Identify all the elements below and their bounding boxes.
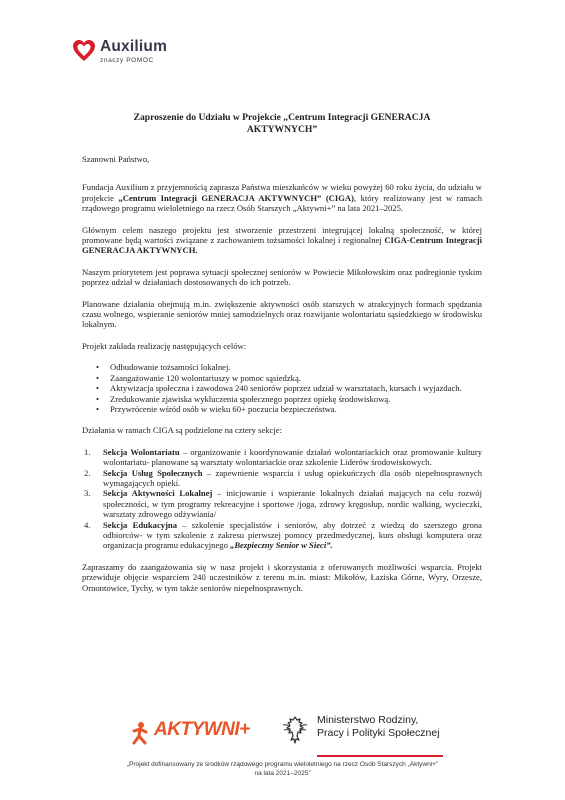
heart-icon [72,39,96,63]
ministry-name-line1: Ministerstwo Rodziny, [317,714,419,726]
ministry-accent-line [317,755,443,757]
person-icon [128,721,152,745]
eagle-emblem-icon [280,715,310,747]
footer-logos [0,713,565,763]
auxilium-logo [72,38,182,72]
logo-tagline: znaczy POMOC [100,57,154,64]
logo-name: Auxilium [100,38,168,55]
section-name: Sekcja Edukacyjna [103,519,178,530]
funding-note-line1: „Projekt dofinansowany ze środków rządowego programu wieloletniego na rzecz Osób Starszych „Aktywni+” [126,761,439,768]
goals-list [82,362,482,414]
paragraph-invitation: Zapraszamy do zaangażowania się w nasz projekt i skorzystania z oferowanych możliwości wsparcia. Projekt przewiduje objęcie wsparciem 240 uczestników z terenu m.in. miast: Mikołów, Łaziska Górne, Wyry, Orzesze, Ornontowice, Tychy, w tym także seniorów niepełnosprawnych. [82,561,482,593]
sections-list [82,447,482,551]
funding-note [60,760,505,778]
list-item: • Aktywizacja społeczna i zawodowa 240 seniorów poprzez udział w warsztatach, kursach i wyjazdach. [96,383,482,393]
section-number: 2. [84,467,91,478]
paragraph-intro-text-a: Fundacja Auxilium z przyjemnością zaprasza Państwa mieszkańców w wieku powyżej 60 roku życia, do udziału w projekcie [82,182,482,203]
paragraph-activities: Planowane działania obejmują m.in. zwiększenie aktywności osób starszych w atrakcyjnych formach spędzania czasu wolnego, wspieranie seniorów mniej samodzielnych oraz rozwijanie wolontariatu sąsiedzkiego w środowisku lokalnym. [82,298,482,330]
section-item [84,468,482,489]
program-name: „Bezpieczny Senior w Sieci”. [230,540,333,551]
section-text: – szkolenie specjalistów i seniorów, aby dotrzeć z wiedzą do szerszego grona odbiorców- w tym szkolenie z zakresu pierwszej pomocy przedmedycznej, kurs obsługi komputera oraz organizacja programu edukacyjnego [103,519,482,551]
project-name: „Centrum Integracji GENERACJA AKTYWNYCH” (CIGA) [118,192,354,203]
section-name: Sekcja Wolontariatu [103,446,180,457]
paragraph-intro-text-c: , który realizowany jest w ramach rządowego programu wieloletniego na rzecz Osób Starszych „Aktywni+” na lata 2021–2025. [82,192,482,214]
section-item [84,488,482,519]
section-text: – zapewnienie wsparcia i usług opiekuńczych dla osób niepełnosprawnych wymagających opieki. [103,467,482,488]
section-name: Sekcja Usług Społecznych [103,467,203,478]
ministry-name [317,714,440,740]
paragraph-goals-intro: Projekt zakłada realizację następujących celów: [82,340,247,351]
section-item [84,447,482,468]
paragraph-goal [82,225,482,256]
ministry-logo [280,713,460,757]
list-item: • Odbudowanie tożsamości lokalnej. [96,362,482,372]
list-item: • Zaangażowanie 120 wolontariuszy w pomoc sąsiedzką. [96,373,482,383]
section-text: – inicjowanie i wspieranie lokalnych działań mających na celu rozwój społeczności, w tym programy rekreacyjne i sportowe /joga, zdrowy kręgosłup, nordic walking, wycieczki, warsztaty zdrowego odżywiania/ [103,488,482,520]
letter-body [82,112,482,593]
section-name: Sekcja Aktywności Lokalnej [103,488,213,499]
ministry-name-line2: Pracy i Polityki Społecznej [317,727,440,739]
salutation: Szanowni Państwo, [82,154,150,164]
list-item: • Przywrócenie wśród osób w wieku 60+ poczucia bezpieczeństwa. [96,404,482,414]
document-title: Zaproszenie do Udziału w Projekcie „Centrum Integracji GENERACJA AKTYWNYCH” [133,112,431,135]
section-text: – organizowanie i koordynowanie działań wolontariackich oraz promowanie kultury wolontariatu- planowane są warsztaty wolontariackie oraz szkolenie Liderów środowiskowych. [103,446,482,468]
paragraph-intro [82,182,482,213]
paragraph-sections-intro: Działania w ramach CIGA są podzielone na cztery sekcje: [82,425,282,436]
paragraph-goal-bold: CIGA-Centrum Integracji GENERACJA AKTYWNYCH. [82,235,482,256]
paragraph-priority: Naszym priorytetem jest poprawa sytuacji społecznej seniorów w Powiecie Mikołowskim oraz podregionie tyskim poprzez udział w działaniach dostosowanych do ich potrzeb. [82,266,482,288]
section-number: 4. [84,519,91,530]
section-item [84,520,482,551]
aktywni-logo [128,719,268,749]
aktywni-wordmark: AKTYWNI+ [154,719,250,740]
section-number: 1. [84,446,91,457]
section-number: 3. [84,488,91,499]
list-item: • Zredukowanie zjawiska wykluczenia społecznego poprzez opiekę środowiskową. [96,394,482,404]
funding-note-line2: na lata 2021–2025” [254,770,311,777]
paragraph-goal-text: Głównym celem naszego projektu jest stworzenie przestrzeni integrującej lokalną społeczność, w której promowane będą wartości związane z zachowaniem tożsamości lokalnej i regionalnej [82,224,482,246]
